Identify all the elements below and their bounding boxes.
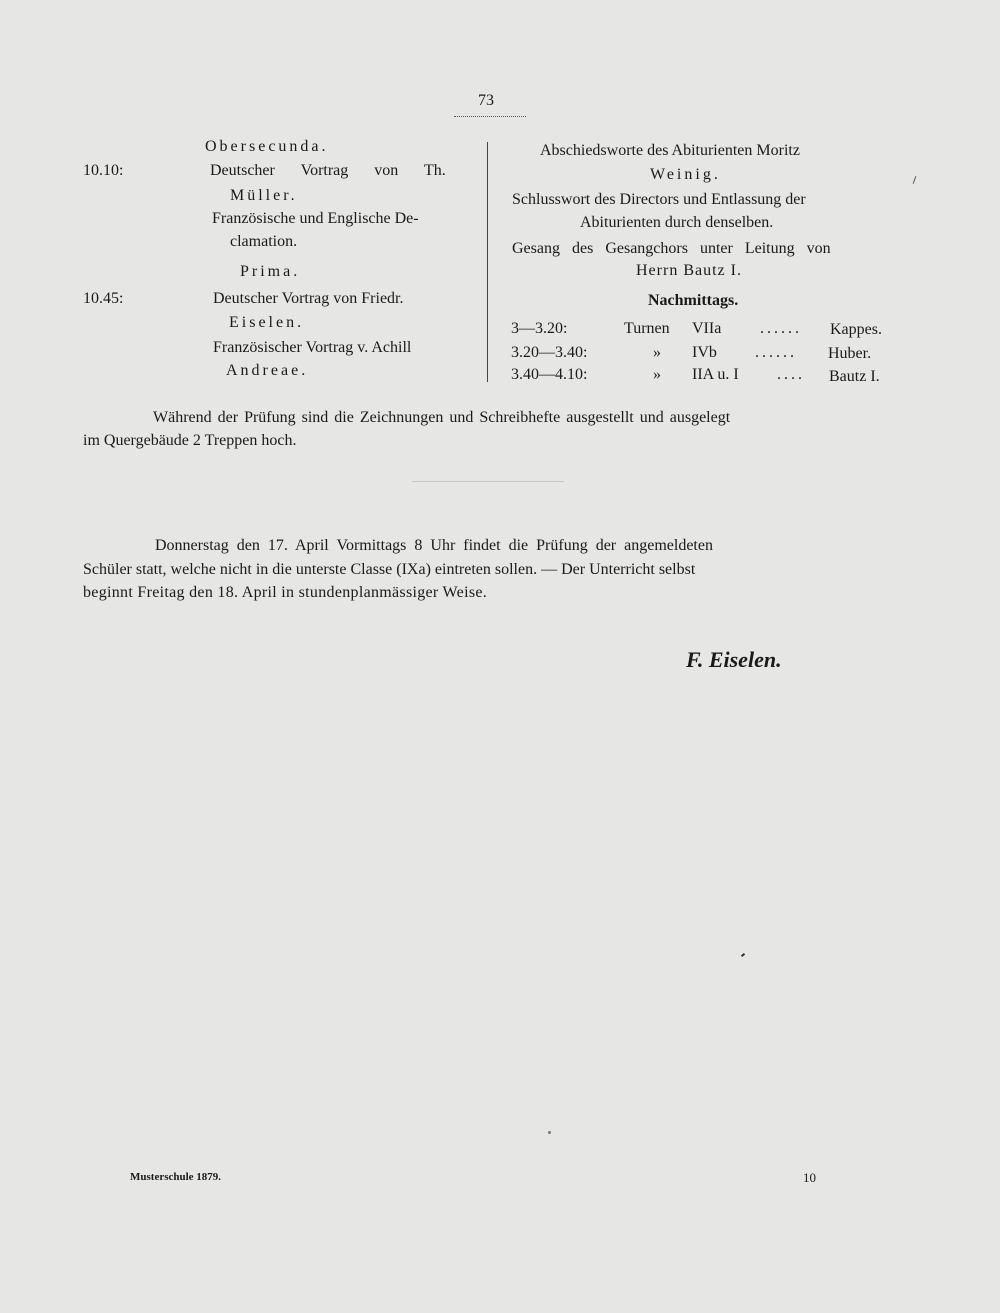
bleed-through-rule [412, 481, 564, 482]
footer-publication: Musterschule 1879. [130, 1171, 222, 1183]
program-item-line: clamation. [230, 233, 298, 250]
prima-heading: Prima. [240, 263, 301, 280]
program-item-line: Deutscher Vortrag von Th. [210, 162, 446, 179]
exam-notice-line: beginnt Freitag den 18. April in stundenplanmässiger Weise. [83, 584, 488, 601]
paper-speck [548, 1131, 551, 1134]
program-item-line: Abschiedsworte des Abiturienten Moritz [540, 142, 800, 159]
page-number: 73 [478, 92, 494, 109]
exam-notice-line: Donnerstag den 17. April Vormittags 8 Uhr findet die Prüfung der angemeldeten [155, 537, 713, 554]
program-item-line: Weinig. [650, 166, 721, 183]
time-label: 10.45: [83, 290, 124, 307]
column-divider [487, 142, 488, 382]
page-number-ornament [454, 116, 526, 117]
footer-sheet-number: 10 [803, 1170, 816, 1185]
schedule-prefix: Turnen [624, 320, 670, 337]
schedule-prefix: » [653, 344, 661, 361]
signature: F. Eiselen. [686, 647, 782, 672]
program-item-line: Deutscher Vortrag von Friedr. [213, 290, 404, 307]
afternoon-heading: Nachmittags. [648, 292, 739, 309]
leader-dots: .... [777, 366, 805, 383]
schedule-prefix: » [653, 366, 661, 383]
schedule-class: IIA u. I [692, 366, 739, 383]
program-item-line: Französischer Vortrag v. Achill [213, 339, 412, 356]
program-item-line: Französische und Englische De- [212, 210, 419, 227]
program-item-line: Eiselen. [229, 314, 305, 331]
paper-speck [913, 176, 917, 184]
program-item-line: Andreae. [226, 362, 309, 379]
schedule-teacher: Huber. [828, 345, 872, 362]
program-item-line: Gesang des Gesangchors unter Leitung von [512, 240, 831, 257]
exhibition-notice-line: im Quergebäude 2 Treppen hoch. [83, 432, 297, 449]
program-item-line: Müller. [230, 187, 298, 204]
schedule-time: 3—3.20: [511, 320, 568, 337]
program-item-line: Herrn Bautz I. [636, 262, 742, 279]
leader-dots: ...... [755, 344, 797, 361]
schedule-teacher: Bautz I. [829, 368, 880, 385]
obersecunda-heading: Obersecunda. [205, 138, 329, 155]
schedule-class: VIIa [692, 320, 722, 337]
leader-dots: ...... [760, 320, 802, 337]
paper-speck [741, 953, 745, 957]
schedule-teacher: Kappes. [830, 321, 882, 338]
program-item-line: Schlusswort des Directors und Entlassung der [512, 191, 806, 208]
schedule-time: 3.20—3.40: [511, 344, 588, 361]
time-label: 10.10: [83, 162, 124, 179]
exhibition-notice-line: Während der Prüfung sind die Zeichnungen und Schreibhefte ausgestellt und ausgelegt [153, 409, 731, 426]
schedule-time: 3.40—4.10: [511, 366, 588, 383]
exam-notice-line: Schüler statt, welche nicht in die unterste Classe (IXa) eintreten sollen. — Der Unterricht selbst [83, 561, 696, 578]
program-item-line: Abiturienten durch denselben. [580, 214, 774, 231]
schedule-class: IVb [692, 344, 717, 361]
